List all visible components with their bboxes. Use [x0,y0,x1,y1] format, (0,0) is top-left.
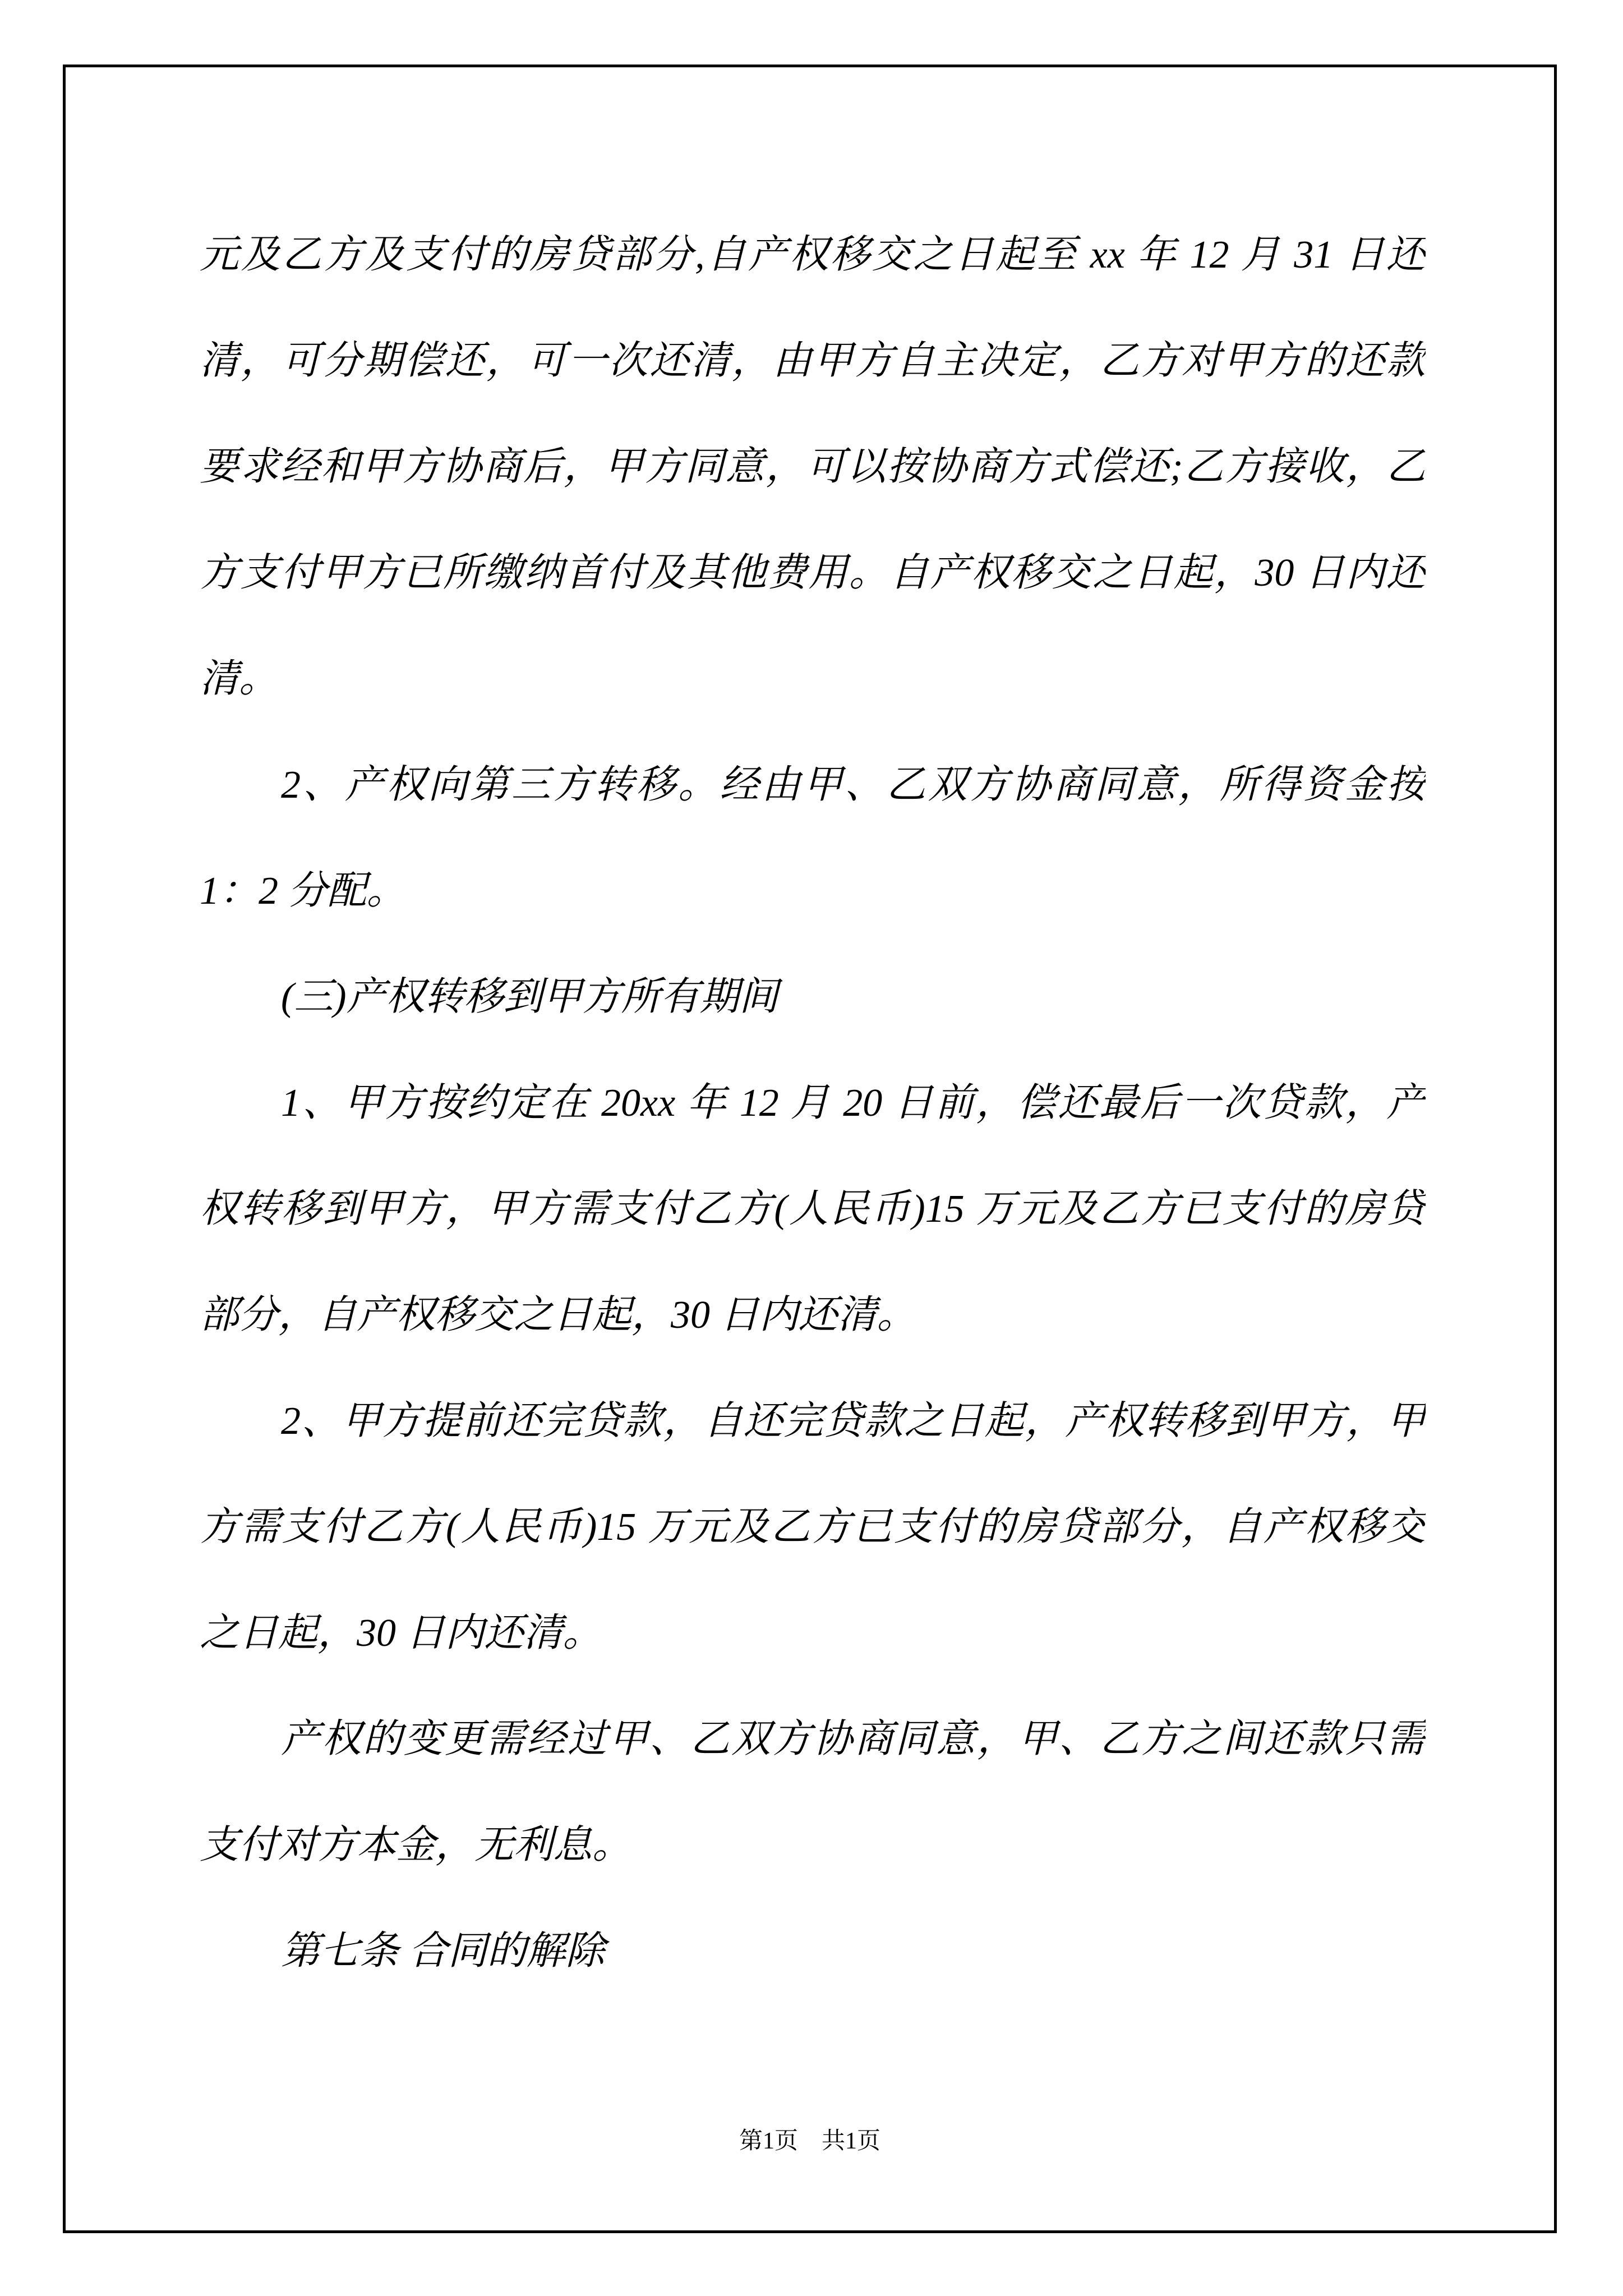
body-line: 产权的变更需经过甲、乙双方协商同意，甲、乙方之间还款只需 [281,1718,1426,1761]
body-line: 之日起，30 日内还清。 [200,1612,602,1655]
body-line: 部分，自产权移交之日起，30 日内还清。 [200,1294,916,1337]
body-line: 要求经和甲方协商后，甲方同意，可以按协商方式偿还;乙方接收，乙 [200,445,1426,489]
body-line: 2、产权向第三方转移。经由甲、乙双方协商同意，所得资金按 [281,763,1426,807]
body-line: 第七条 合同的解除 [281,1930,605,1973]
body-line: 清。 [200,657,278,701]
body-line: 方支付甲方已所缴纳首付及其他费用。自产权移交之日起，30 日内还 [200,551,1426,595]
body-line: 1、甲方按约定在 20xx 年 12 月 20 日前，偿还最后一次贷款，产 [281,1082,1426,1125]
body-line: 2、甲方提前还完贷款，自还完贷款之日起，产权转移到甲方，甲 [281,1400,1426,1443]
body-line: 支付对方本金，无利息。 [200,1824,631,1867]
body-line: 元及乙方及支付的房贷部分,自产权移交之日起至 xx 年 12 月 31 日还 [200,233,1426,277]
contract-body [200,202,1426,2004]
page-number-label: 第1页 [739,2128,798,2154]
body-line: 权转移到甲方，甲方需支付乙方(人民币)15 万元及乙方已支付的房贷 [200,1188,1426,1231]
body-line: 方需支付乙方(人民币)15 万元及乙方已支付的房贷部分，自产权移交 [200,1506,1426,1549]
body-line: 1：2 分配。 [200,869,406,913]
page-count-label: 共1页 [822,2128,881,2154]
body-line: 清，可分期偿还，可一次还清，由甲方自主决定，乙方对甲方的还款 [200,339,1426,383]
body-line: (三)产权转移到甲方所有期间 [281,976,778,1019]
footer-page-indicator [63,2122,1557,2161]
